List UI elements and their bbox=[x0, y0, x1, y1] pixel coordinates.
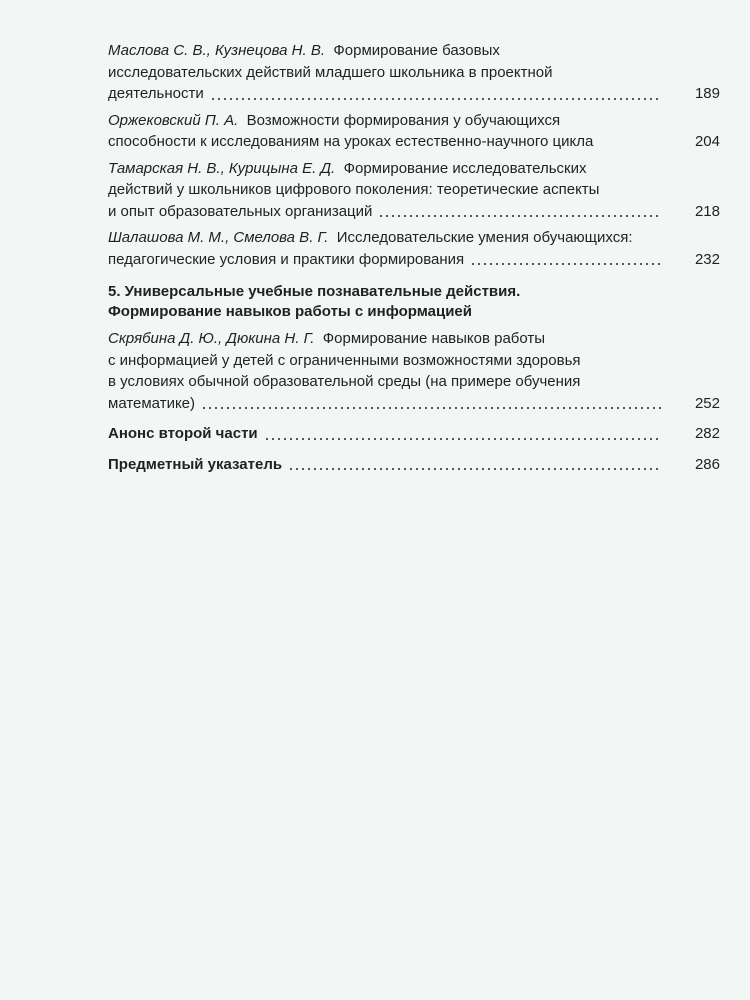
toc-entry-shalashova[interactable] bbox=[108, 227, 720, 270]
entry-title-line: Анонс второй части bbox=[108, 425, 258, 442]
toc-entry-orzhekovsky[interactable] bbox=[108, 110, 720, 153]
entry-page-number: 286 bbox=[694, 455, 720, 473]
entry-author: Оржековский П. А. bbox=[108, 111, 239, 129]
table-of-contents bbox=[108, 40, 720, 480]
entry-title-line: Формирование исследовательских bbox=[343, 159, 587, 177]
section-heading-line: Формирование навыков работы с информацией bbox=[108, 303, 472, 320]
section-heading-line: 5. Универсальные учебные познавательные действия. bbox=[108, 283, 521, 300]
entry-author: Шалашова М. М., Смелова В. Г. bbox=[108, 229, 329, 246]
section-heading-5[interactable] bbox=[108, 282, 720, 322]
entry-title-line: Возможности формирования у обучающихся bbox=[246, 111, 561, 129]
dot-leader bbox=[288, 468, 662, 470]
entry-title-line: Предметный указатель bbox=[108, 455, 283, 473]
toc-entry-announce[interactable] bbox=[108, 423, 720, 445]
toc-entry-skryabina[interactable] bbox=[108, 328, 720, 414]
entry-title-line: деятельности bbox=[108, 85, 204, 102]
toc-entry-subject-index[interactable] bbox=[108, 454, 720, 476]
entry-author: Тамарская Н. В., Курицына Е. Д. bbox=[108, 159, 336, 177]
entry-author: Маслова С. В., Кузнецова Н. В. bbox=[108, 42, 326, 59]
entry-page-number: 189 bbox=[694, 85, 720, 102]
entry-title-line: действий у школьников цифрового поколения: теоретические аспекты bbox=[108, 181, 600, 198]
dot-leader bbox=[470, 263, 662, 265]
entry-author: Скрябина Д. Ю., Дюкина Н. Г. bbox=[108, 330, 315, 347]
dot-leader bbox=[264, 438, 662, 440]
dot-leader bbox=[210, 98, 662, 100]
entry-page-number: 204 bbox=[694, 133, 720, 150]
entry-title-line: и опыт образовательных организаций bbox=[108, 202, 373, 220]
entry-page-number: 232 bbox=[694, 250, 720, 268]
entry-title-line: исследовательских действий младшего школьника в проектной bbox=[108, 63, 553, 81]
entry-title-line: с информацией у детей с ограниченными возможностями здоровья bbox=[108, 351, 581, 369]
toc-entry-maslova[interactable] bbox=[108, 40, 720, 105]
entry-title-line: способности к исследованиям на уроках естественно-научного цикла bbox=[108, 133, 594, 150]
entry-title-line: Формирование базовых bbox=[333, 42, 500, 59]
entry-page-number: 282 bbox=[694, 425, 720, 442]
entry-title-line: Исследовательские умения обучающихся: bbox=[336, 229, 633, 246]
dot-leader bbox=[378, 215, 662, 217]
entry-title-line: в условиях обычной образовательной среды (на примере обучения bbox=[108, 373, 581, 390]
entry-title-line: Формирование навыков работы bbox=[322, 330, 546, 347]
entry-page-number: 218 bbox=[694, 202, 720, 220]
dot-leader bbox=[201, 407, 662, 409]
entry-title-line: педагогические условия и практики формирования bbox=[108, 250, 465, 268]
entry-page-number: 252 bbox=[694, 394, 720, 412]
toc-entry-tamarskaya[interactable] bbox=[108, 158, 720, 223]
entry-title-line: математике) bbox=[108, 394, 196, 412]
